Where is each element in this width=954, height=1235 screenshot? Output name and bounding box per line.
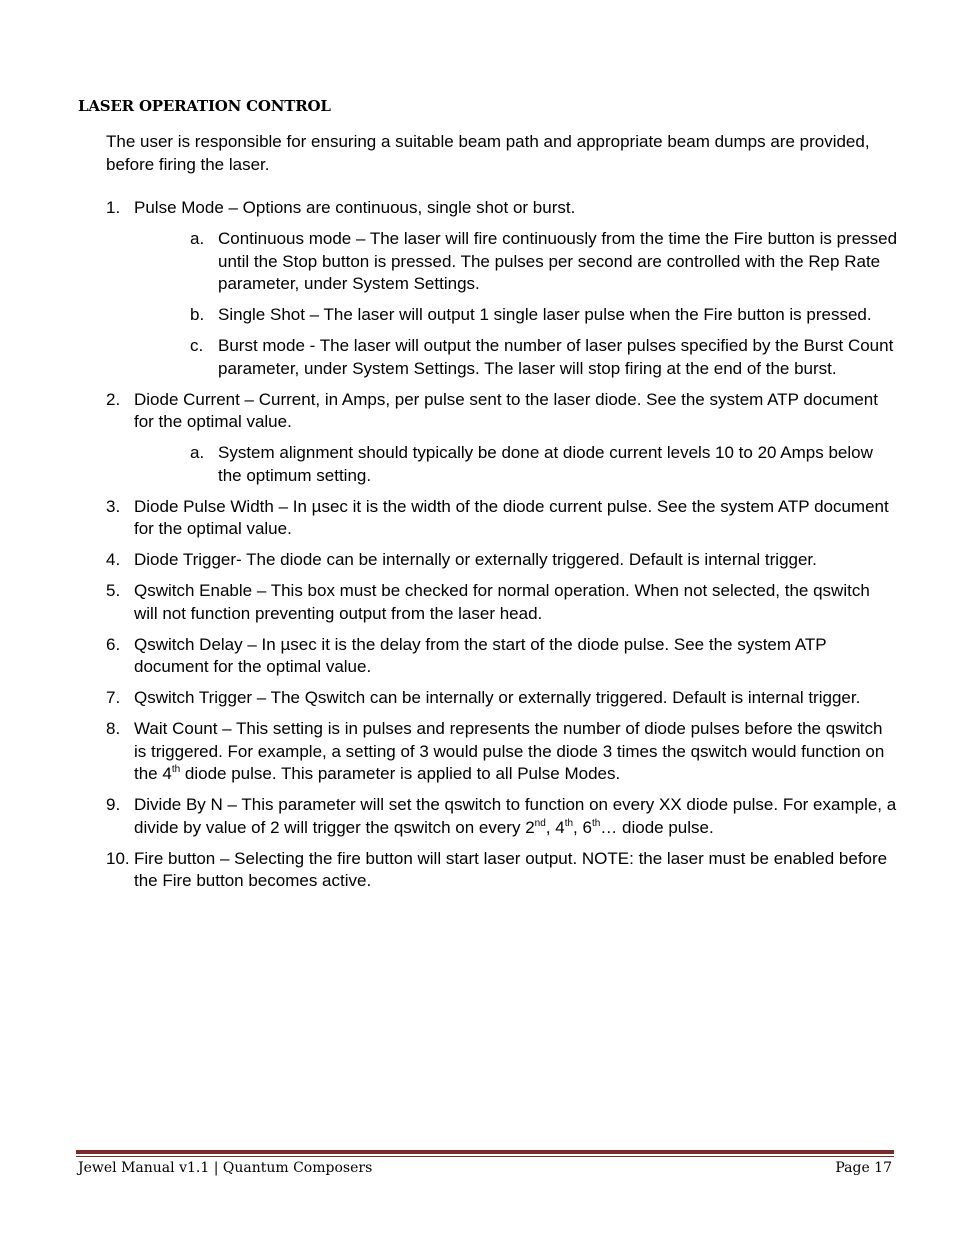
text-segment: , 4 xyxy=(545,817,565,837)
list-number: 3. xyxy=(106,496,121,516)
list-item-text: Qswitch Delay – In µsec it is the delay from the start of the diode pulse. See the system ATP document for the optimal value. xyxy=(134,634,827,676)
list-number: 5. xyxy=(106,581,121,600)
sublist-item-continuous xyxy=(134,228,898,296)
footer-divider xyxy=(76,1150,894,1154)
list-item-qswitch-trigger xyxy=(106,687,898,710)
list-number: 10. xyxy=(106,848,130,868)
footer-document-title: Jewel Manual v1.1 | Quantum Composers xyxy=(78,1160,373,1176)
text-segment: … diode pulse. xyxy=(600,817,714,837)
sublist-letter: c. xyxy=(190,336,204,355)
list-item-text: Qswitch Enable – This box must be checked for normal operation. When not selected, the qswitch will not function preventing output from the laser head. xyxy=(134,581,870,623)
list-item-diode-trigger xyxy=(106,549,898,572)
list-item-text: Diode Pulse Width – In µsec it is the width of the diode current pulse. See the system ATP document for the optimal value. xyxy=(134,496,889,538)
superscript: th xyxy=(591,817,601,829)
list-number: 1. xyxy=(106,198,121,217)
superscript: th xyxy=(564,817,574,829)
list-number: 8. xyxy=(106,719,121,738)
superscript: nd xyxy=(534,817,546,829)
text-segment: diode pulse. This parameter is applied to all Pulse Modes. xyxy=(180,764,621,783)
list-item-qswitch-enable xyxy=(106,580,898,625)
list-item-diode-pulse-width xyxy=(106,496,898,541)
list-item-pulse-mode xyxy=(106,197,898,380)
sublist-item-alignment xyxy=(134,442,898,487)
sublist-letter: a. xyxy=(190,229,205,248)
sublist-letter: b. xyxy=(190,305,205,324)
diode-current-sublist xyxy=(134,442,898,487)
list-number: 6. xyxy=(106,634,121,654)
list-item-text: Pulse Mode – Options are continuous, single shot or burst. xyxy=(134,198,576,217)
text-segment: Divide By N – This parameter will set the qswitch to function on every XX diode pulse. For example, a divide by value of 2 will trigger the qswitch on every 2 xyxy=(134,795,897,837)
footer-divider-thin xyxy=(76,1156,894,1157)
list-item-text: Diode Trigger- The diode can be internally or externally triggered. Default is internal trigger. xyxy=(134,550,817,569)
list-number: 7. xyxy=(106,688,121,707)
list-item-fire-button xyxy=(106,848,898,893)
list-item-divide-by-n xyxy=(106,794,898,839)
sublist-item-text: Continuous mode – The laser will fire continuously from the time the Fire button is pressed until the Stop button is pressed. The pulses per second are controlled with the Rep Rate parameter, under System Settings. xyxy=(218,229,898,293)
sublist-item-burst xyxy=(134,335,898,380)
sublist-letter: a. xyxy=(190,443,205,462)
list-number: 4. xyxy=(106,550,121,569)
list-number: 9. xyxy=(106,795,121,814)
list-item-text: Qswitch Trigger – The Qswitch can be internally or externally triggered. Default is internal trigger. xyxy=(134,688,861,707)
list-item-wait-count xyxy=(106,718,898,786)
list-item-qswitch-delay xyxy=(106,634,898,679)
list-item-diode-current xyxy=(106,389,898,488)
intro-paragraph: The user is responsible for ensuring a suitable beam path and appropriate beam dumps are provided, before firing the laser. xyxy=(106,132,870,174)
pulse-mode-sublist xyxy=(134,228,898,380)
section-heading: LASER OPERATION CONTROL xyxy=(78,97,331,115)
list-item-text xyxy=(134,795,896,837)
list-item-text: Diode Current – Current, in Amps, per pulse sent to the laser diode. See the system ATP document for the optimal value. xyxy=(134,389,878,431)
sublist-item-text: System alignment should typically be done at diode current levels 10 to 20 Amps below the optimum setting. xyxy=(218,443,873,485)
superscript: th xyxy=(171,764,181,775)
sublist-item-text: Burst mode - The laser will output the number of laser pulses specified by the Burst Count parameter, under System Settings. The laser will stop firing at the end of the burst. xyxy=(218,336,894,378)
text-segment: , 6 xyxy=(573,817,592,837)
list-item-text xyxy=(134,719,884,783)
footer-page-number: Page 17 xyxy=(835,1160,892,1176)
sublist-item-text: Single Shot – The laser will output 1 single laser pulse when the Fire button is pressed. xyxy=(218,305,872,324)
text-segment: Wait Count – This setting is in pulses and represents the number of diode pulses before the qswitch is triggered. For example, a setting of 3 would pulse the diode 3 times the qswitch would function on the 4 xyxy=(134,719,885,783)
sublist-item-single-shot xyxy=(134,304,898,327)
numbered-list xyxy=(106,197,898,901)
list-item-text: Fire button – Selecting the fire button will start laser output. NOTE: the laser must be enabled before the Fire button becomes active. xyxy=(134,848,888,890)
list-number: 2. xyxy=(106,389,121,409)
